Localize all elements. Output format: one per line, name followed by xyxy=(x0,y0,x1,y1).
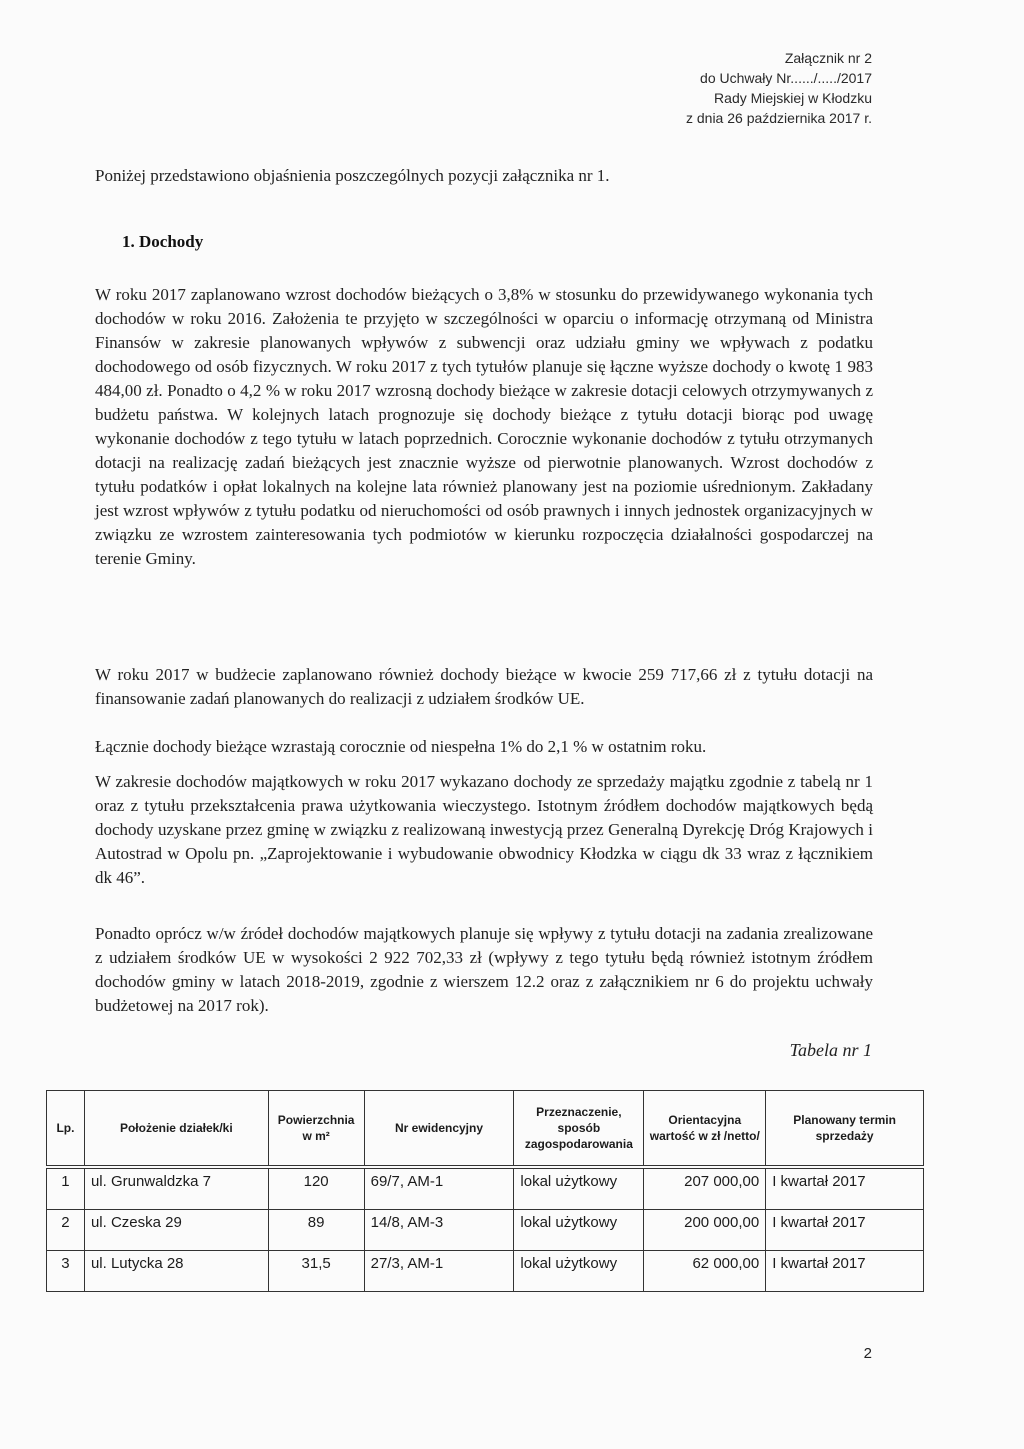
header-sale-date: Planowany termin sprzedaży xyxy=(766,1091,924,1166)
attachment-header xyxy=(686,48,872,128)
cell-location: ul. Grunwaldzka 7 xyxy=(84,1169,268,1210)
cell-sale-date: I kwartał 2017 xyxy=(766,1251,924,1292)
header-lp: Lp. xyxy=(47,1091,85,1166)
cell-purpose: lokal użytkowy xyxy=(514,1210,644,1251)
header-area: Powierzchnia w m² xyxy=(268,1091,364,1166)
cell-lp: 1 xyxy=(47,1169,85,1210)
property-sales-table xyxy=(46,1090,924,1292)
page-number: 2 xyxy=(863,1345,872,1362)
header-line-council: Rady Miejskiej w Kłodzku xyxy=(714,90,872,106)
cell-value: 200 000,00 xyxy=(644,1210,766,1251)
paragraph-eu-income: W roku 2017 w budżecie zaplanowano również dochody bieżące w kwocie 259 717,66 zł z tytułu dotacji na finansowanie zadań planowanych do realizacji z udziałem środków UE. xyxy=(95,665,873,708)
table-header-row xyxy=(47,1091,924,1166)
cell-sale-date: I kwartał 2017 xyxy=(766,1169,924,1210)
cell-registry: 27/3, AM-1 xyxy=(364,1251,514,1292)
paragraph-property-income: W zakresie dochodów majątkowych w roku 2017 wykazano dochody ze sprzedaży majątku zgodnie z tabelą nr 1 oraz z tytułu przekształcenia prawa użytkowania wieczystego. Istotnym źródłem dochodów majątkowych będą dochody uzyskane przez gminę w związku z realizowaną inwestycją przez Generalną Dyrekcję Dróg Krajowych i Autostrad w Opolu pn. „Zaprojektowanie i wybudowanie obwodnicy Kłodzka w ciągu dk 33 wraz z łącznikiem dk 46”. xyxy=(95,772,873,887)
cell-registry: 14/8, AM-3 xyxy=(364,1210,514,1251)
header-location: Położenie działek/ki xyxy=(84,1091,268,1166)
paragraph-current-income: W roku 2017 zaplanowano wzrost dochodów bieżących o 3,8% w stosunku do przewidywanego wykonania tych dochodów w roku 2016. Założenia te przyjęto w szczególności w oparciu o informację otrzymaną od Ministra Finansów w zakresie planowanych wpływów z subwencji oraz udziału gminy we wpływach z podatku dochodowego od osób fizycznych. W roku 2017 z tych tytułów planuje się łączne wyższe dochody o kwotę 1 983 484,00 zł. Ponadto o 4,2 % w roku 2017 wzrosną dochody bieżące w zakresie dotacji celowych otrzymywanych z budżetu państwa. W kolejnych latach prognozuje się dochody bieżące z tytułu dotacji biorąc pod uwagę wykonanie dochodów z tego tytułu w latach poprzednich. Corocznie wykonanie dochodów z tytułu otrzymanych dotacji na realizację zadań bieżących jest znacznie wyższe od pierwotnie planowanych. Wzrost dochodów z tytułu podatków i opłat lokalnych na kolejne lata również planowany jest na poziomie uśrednionym. Zakładany jest wzrost wpływów z tytułu podatku od nieruchomości od osób prawnych i innych jednostek organizacyjnych w związku ze wzrostem zainteresowania tych podmiotów w kierunku rozpoczęcia działalności gospodarczej na terenie Gminy. xyxy=(95,285,873,568)
paragraph-eu-grants: Ponadto oprócz w/w źródeł dochodów majątkowych planuje się wpływy z tytułu dotacji na zadania zrealizowane z udziałem środków UE w wysokości 2 922 702,33 zł (wpływy z tego tytułu będą również istotnym źródłem dochodów gminy w latach 2018-2019, zgodnie z wierszem 12.2 oraz z załącznikiem nr 6 do projektu uchwały budżetowej na 2017 rok). xyxy=(95,924,873,1015)
cell-lp: 2 xyxy=(47,1210,85,1251)
cell-area: 120 xyxy=(268,1169,364,1210)
cell-area: 31,5 xyxy=(268,1251,364,1292)
cell-purpose: lokal użytkowy xyxy=(514,1251,644,1292)
cell-registry: 69/7, AM-1 xyxy=(364,1169,514,1210)
intro-text: Poniżej przedstawiono objaśnienia poszczególnych pozycji załącznika nr 1. xyxy=(95,166,610,185)
cell-value: 62 000,00 xyxy=(644,1251,766,1292)
table-row xyxy=(47,1210,924,1251)
cell-purpose: lokal użytkowy xyxy=(514,1169,644,1210)
cell-area: 89 xyxy=(268,1210,364,1251)
section-title: 1. Dochody xyxy=(122,232,204,251)
cell-sale-date: I kwartał 2017 xyxy=(766,1210,924,1251)
paragraph-growth: Łącznie dochody bieżące wzrastają corocznie od niespełna 1% do 2,1 % w ostatnim roku. xyxy=(95,737,707,756)
header-value: Orientacyjna wartość w zł /netto/ xyxy=(644,1091,766,1166)
header-line-date: z dnia 26 października 2017 r. xyxy=(685,110,872,126)
header-registry: Nr ewidencyjny xyxy=(364,1091,514,1166)
header-line-attachment: Załącznik nr 2 xyxy=(784,50,872,66)
table-caption: Tabela nr 1 xyxy=(789,1040,872,1060)
cell-location: ul. Czeska 29 xyxy=(84,1210,268,1251)
header-line-resolution: do Uchwały Nr....../...../2017 xyxy=(700,70,872,86)
header-purpose: Przeznaczenie, sposób zagospodarowania xyxy=(514,1091,644,1166)
table-row xyxy=(47,1251,924,1292)
cell-location: ul. Lutycka 28 xyxy=(84,1251,268,1292)
cell-lp: 3 xyxy=(47,1251,85,1292)
cell-value: 207 000,00 xyxy=(644,1169,766,1210)
table-row xyxy=(47,1169,924,1210)
